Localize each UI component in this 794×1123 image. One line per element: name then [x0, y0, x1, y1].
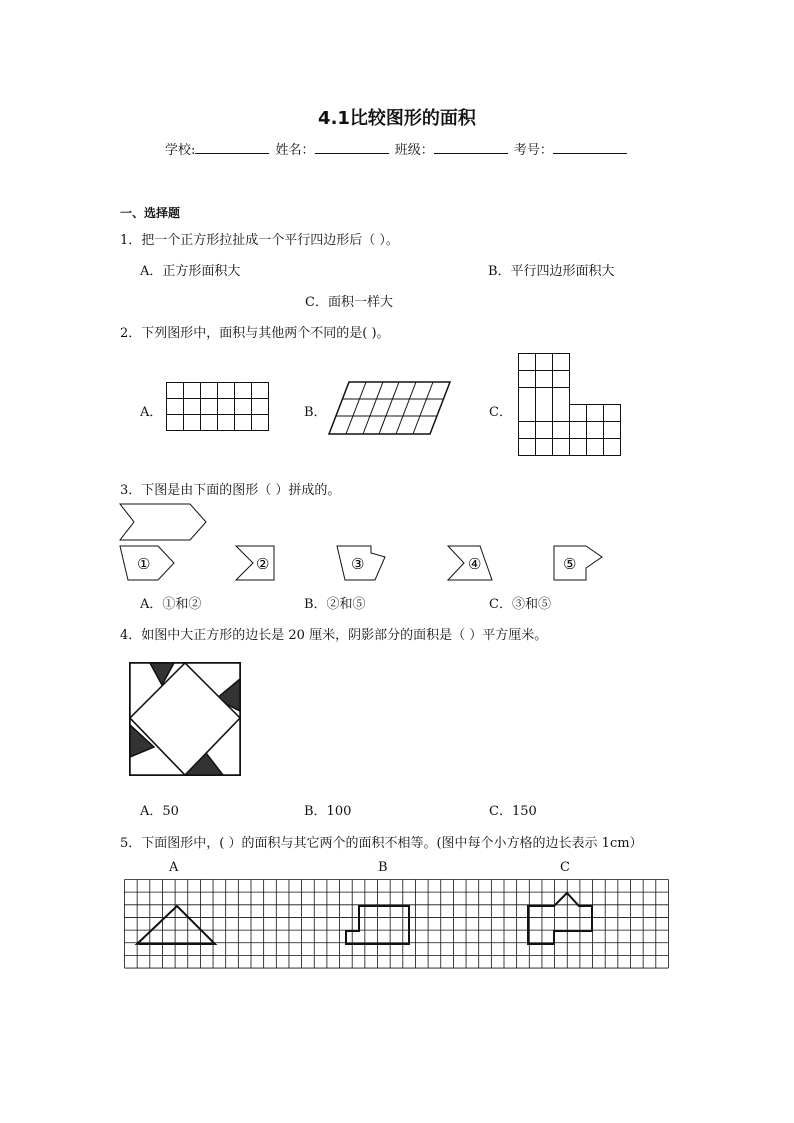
- q3-piece-1: [118, 544, 178, 584]
- q3-option-a[interactable]: A．①和②: [140, 597, 202, 612]
- q2-stem: 2．下列图形中，面积与其他两个不同的是( )。: [120, 326, 390, 341]
- q1-stem: 1．把一个正方形拉扯成一个平行四边形后（ ）。: [120, 233, 399, 248]
- q2-figure-parallelogram: [328, 381, 454, 437]
- q2-figure-L-shape: [518, 353, 622, 458]
- exam-no-blank[interactable]: [553, 140, 627, 154]
- name-blank[interactable]: [315, 140, 389, 154]
- q3-piece-2-label: ②: [256, 555, 270, 573]
- q3-option-c[interactable]: C．③和⑤: [489, 597, 551, 612]
- class-label: 班级：: [394, 143, 434, 158]
- q3-piece-5-label: ⑤: [563, 555, 577, 573]
- q5-label-c: C: [560, 860, 570, 875]
- q1-option-c[interactable]: C．面积一样大: [305, 295, 393, 310]
- q5-grid-figure: [124, 879, 672, 971]
- q5-shape-a-triangle: [137, 906, 215, 944]
- q1-option-a[interactable]: A．正方形面积大: [140, 264, 241, 279]
- q1-option-b[interactable]: B．平行四边形面积大: [488, 264, 615, 279]
- section-heading: 一、选择题: [120, 206, 181, 220]
- q3-piece-1-label: ①: [137, 555, 151, 573]
- q4-option-b[interactable]: B．100: [304, 804, 352, 819]
- q2-option-b[interactable]: B．: [304, 405, 327, 420]
- q3-piece-5: [552, 544, 608, 584]
- q3-piece-3: [335, 544, 391, 584]
- q3-stem: 3．下图是由下面的图形（ ）拼成的。: [120, 483, 341, 498]
- q3-piece-4: [446, 544, 496, 584]
- q3-piece-2: [234, 544, 278, 584]
- name-label: 姓名：: [275, 143, 315, 158]
- q5-shape-c: [528, 893, 592, 944]
- class-blank[interactable]: [434, 140, 508, 154]
- q4-option-c[interactable]: C．150: [489, 804, 537, 819]
- school-blank[interactable]: [195, 140, 269, 154]
- q5-stem: 5．下面图形中，( ）的面积与其它两个的面积不相等。(图中每个小方格的边长表示 1cm）: [120, 836, 643, 851]
- q4-option-a[interactable]: A．50: [140, 804, 179, 819]
- q2-figure-rectangle: [166, 382, 270, 434]
- school-label: 学校:: [165, 143, 196, 158]
- page-title: 4.1比较图形的面积: [318, 108, 476, 129]
- q3-piece-3-label: ③: [351, 555, 365, 573]
- q5-label-a: A: [169, 860, 179, 875]
- q4-square-figure: [128, 661, 242, 777]
- q3-target-shape: [118, 502, 210, 542]
- q5-label-b: B: [378, 860, 388, 875]
- q3-piece-4-label: ④: [468, 555, 482, 573]
- q2-option-c[interactable]: C．: [489, 405, 512, 420]
- q2-option-a[interactable]: A．: [140, 405, 163, 420]
- student-info-line: [165, 139, 629, 158]
- q3-option-b[interactable]: B．②和⑤: [304, 597, 366, 612]
- q4-stem: 4．如图中大正方形的边长是 20 厘米，阴影部分的面积是（ ）平方厘米。: [120, 628, 548, 643]
- exam-no-label: 考号：: [513, 143, 553, 158]
